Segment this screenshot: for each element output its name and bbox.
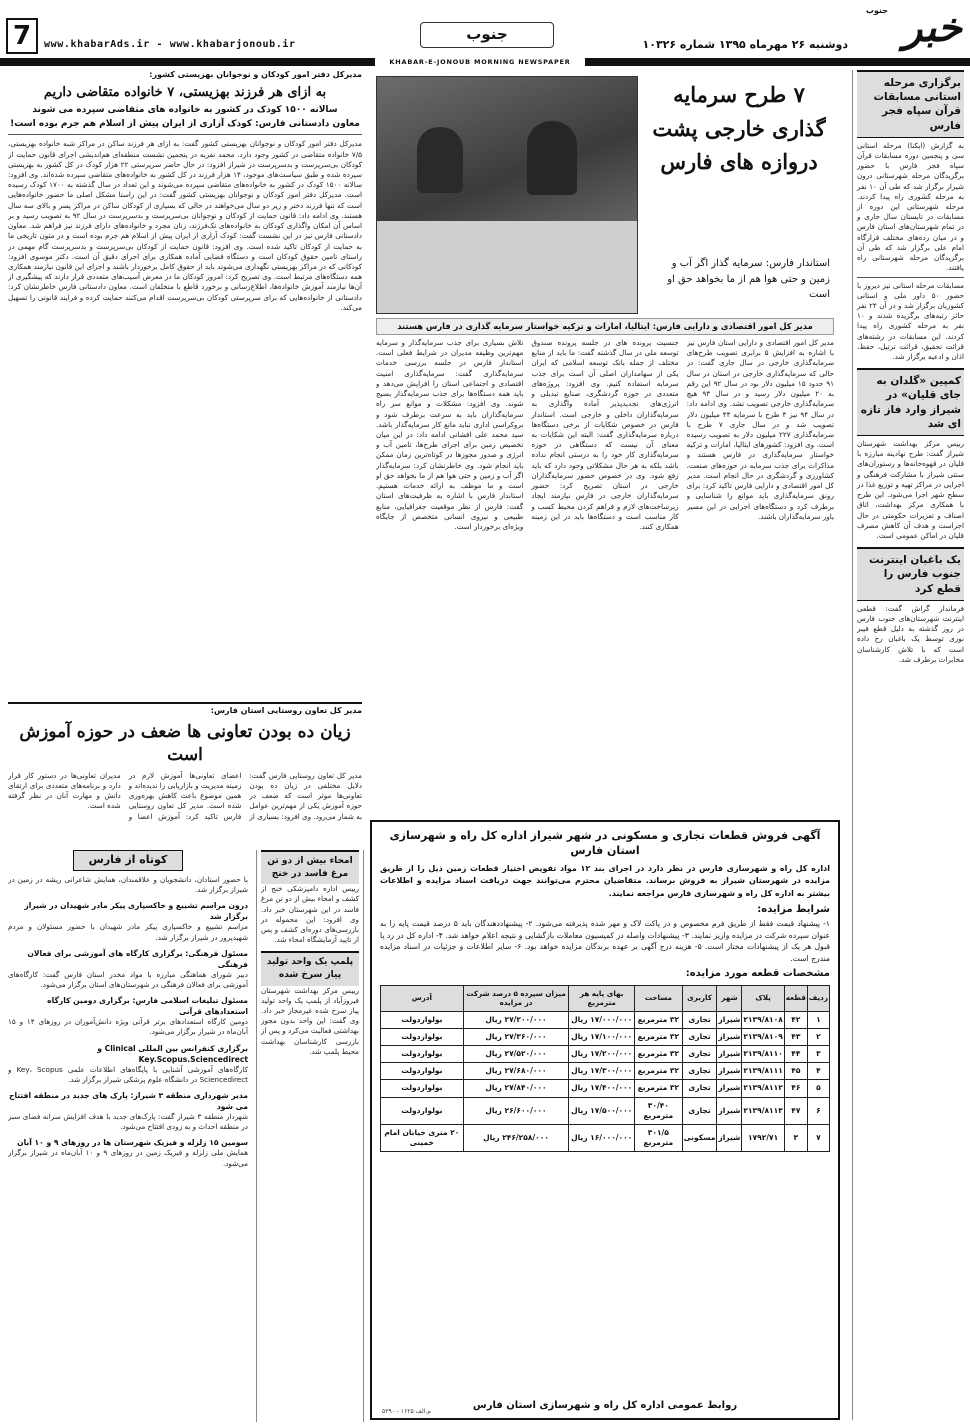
table-cell: تجاری [682, 1080, 717, 1097]
table-cell: شیراز [717, 1046, 742, 1063]
table-cell: بولواردولت [381, 1097, 464, 1124]
table-cell: ۴۲ [784, 1011, 807, 1028]
table-cell: مسکونی [682, 1124, 717, 1151]
person-silhouette [527, 121, 577, 195]
table-cell: تجاری [682, 1029, 717, 1046]
brief-item[interactable] [8, 1090, 248, 1132]
meeting-table [377, 221, 637, 313]
table-cell: ۳ [784, 1124, 807, 1151]
brief-headline: مدیر شهرداری منطقه ۳ شیراز: پارک های جدید در منطقه افتتاح می شود [8, 1091, 248, 1112]
table-cell: تجاری [682, 1097, 717, 1124]
right-news-column [852, 70, 964, 1420]
quran-contest-headline[interactable]: برگزاری مرحله استانی مسابقات قرآن سپاه فجر فارس [857, 70, 964, 138]
divider [8, 134, 362, 135]
table-cell: ۳۲ مترمربع [635, 1063, 683, 1080]
table-row [381, 1046, 830, 1063]
table-cell: ۲۴۶/۲۵۸/۰۰۰ ریال [463, 1124, 569, 1151]
table-cell: ۱۷/۱۰۰/۰۰۰ ریال [569, 1029, 635, 1046]
spoiled-chicken-headline[interactable]: امحاء بیش از دو تن مرغ فاسد در خنج [261, 850, 359, 884]
table-cell: ۱۷/۳۰۰/۰۰۰ ریال [569, 1063, 635, 1080]
brief-headline: درون مراسم تشییع و خاکسپاری پیکر مادر شهیدان در شیراز برگزار شد [24, 901, 248, 922]
cooperatives-title[interactable]: زیان ده بودن تعاونی ها ضعف در حوزه آموزش است [19, 721, 351, 765]
logo-subtext: جنوب [865, 6, 888, 15]
table-cell: ۴ [807, 1063, 829, 1080]
lots-table [380, 985, 830, 1153]
table-cell: ۴۶ [784, 1080, 807, 1097]
table-cell: بولواردولت [381, 1046, 464, 1063]
table-cell: تجاری [682, 1063, 717, 1080]
table-row [381, 1029, 830, 1046]
briefs-title: کوتاه از فارس [73, 850, 183, 871]
feature-title-box [644, 78, 834, 244]
land-sale-advertisement [370, 820, 840, 1420]
masthead [0, 0, 970, 64]
lots-column-header: ردیف [807, 985, 829, 1011]
ad-footer: روابط عمومی اداره کل راه و شهرسازی استان فارس [472, 1399, 738, 1411]
lots-column-header: آدرس [381, 985, 464, 1011]
table-cell: بولواردولت [381, 1029, 464, 1046]
table-cell: ۲۱۳۹/۸۱۱۱ [742, 1063, 784, 1080]
table-cell: شیراز [717, 1124, 742, 1151]
newspaper-logo[interactable] [852, 4, 962, 56]
lots-column-header: میزان سپرده ۵ درصد شرکت در مزایده [463, 985, 569, 1011]
table-cell: ۴۳ [784, 1029, 807, 1046]
brief-text: با حضور استادان، دانشجویان و علاقمندان، همایش شاعرانی ریشه در زمین در شیراز برگزار شد. [8, 874, 248, 895]
table-cell: ۲۷/۵۲۰/۰۰۰ ریال [463, 1046, 569, 1063]
spoiled-chicken-text: رییس اداره دامپزشکی خنج از کشف و امحاء بیش از دو تن مرغ فاسد در این شهرستان خبر داد. وی افزود: این محموله در بازرسی‌های دوره‌ای کشف و پس از تایید آزمایشگاه امحاء شد. [261, 884, 359, 945]
person-silhouette [417, 127, 463, 193]
hookah-campaign-text: رییس مرکز بهداشت شهرستان شیراز گفت: طرح نهادینه مبارزه با قلیان در قهوه‌خانه‌ها و رستوران‌های سنتی شیراز با مشارکت فرهنگی و اجرایی در مراکز تهیه و توزیع غذا در سطح شهر اجرا می‌شود. این طرح با همکاری مرکز بهداشت، اتاق اصناف و تعزیرات حکومتی در حال اجراست و هدف آن کاهش مصرف قلیان در اماکن عمومی است. [857, 438, 964, 540]
internet-outage-text: فرماندار گراش گفت: قطعی اینترنت شهرستان‌های جنوب فارس در روز گذشته به دلیل قطع فیبر نوری توسط یک باغبان رخ داده است که با تلاش کارشناسان مخابرات برطرف شد. [857, 603, 964, 664]
table-cell: شیراز [717, 1029, 742, 1046]
table-cell: تجاری [682, 1046, 717, 1063]
table-cell: شیراز [717, 1011, 742, 1028]
table-cell: بولواردولت [381, 1063, 464, 1080]
table-cell: ۲ [807, 1029, 829, 1046]
brief-text: شهردار منطقه ۳ شیراز گفت: پارک‌های جدید با هدف افزایش سرانه فضای سبز در منطقه احداث و به زودی افتتاح می‌شود. [8, 1112, 248, 1132]
quran-contest-text-2: مسابقات مرحله استانی نیز دیروز با حضور ۵۰ داور ملی و استانی کشوریان برگزار شد و در آن ۲۴ نفر حائز رتبه‌های برگزیده شدند و ۱۰ نفر به مرحله کشوری راه پیدا کردند. این مسابقات در رشته‌های قرائت تحقیق، قرائت ترتیل، حفظ، اذان و ادعیه برگزار شد. [857, 280, 964, 362]
briefs-section [8, 850, 248, 1422]
ad-title[interactable]: آگهی فروش قطعات تجاری و مسکونی در شهر شیراز اداره کل راه و شهرسازی استان فارس [389, 829, 821, 858]
table-cell: شیراز [717, 1097, 742, 1124]
cooperatives-article [8, 702, 362, 842]
divider [857, 277, 964, 278]
table-cell: ۳۲ مترمربع [635, 1011, 683, 1028]
table-cell: ۳۰/۴۰ مترمربع [635, 1097, 683, 1124]
table-cell: ۱۷/۵۰۰/۰۰۰ ریال [569, 1097, 635, 1124]
adoption-kicker: مدیرکل دفتر امور کودکان و نوجوانان بهزیستی کشور: [149, 70, 362, 79]
feature-col-2: جنسیت پرونده های در جلسه پرونده صندوق توسعه ملی در سال گذشته گفت: ما باید از منابع مختلف از جمله بانک توسعه اسلامی که ایران یکی از سهامداران اصلی آن است برای جذب سرمایه استفاده کنیم. وی افزود: پروژه‌های متعددی در حوزه گردشگری، صنایع تبدیلی و انرژی‌های تجدیدپذیر آماده واگذاری به سرمایه‌گذاران داخلی و خارجی است. استاندار فارس در خصوص شکایات از برخی دستگاه‌ها درباره سرمایه‌گذاری گفت: البته این شکایات به معنای آن نیست که دستگاهی در حوزه سرمایه‌گذاری کار خود را به درستی انجام نداده باشد بلکه به هر حال مشکلاتی وجود دارد که باید رفع شود. وی در خصوص حضور سرمایه‌گذاران خارجی در استان تصریح کرد: حضور سرمایه‌گذاران خارجی در فارس نیازمند ایجاد زیرساخت‌های لازم و فراهم کردن محیط کسب و کار مناسب است و دستگاه‌ها باید در این زمینه همکاری کنند. [531, 338, 679, 531]
table-row [381, 1011, 830, 1028]
quran-contest-text-1: به گزارش (ایکنا) مرحله استانی سی و پنجمین دوره مسابقات قرآن سپاه فجر فارس با حضور برگزیدگان مرحله شهرستانی درون شیراز برگزار شد که طی آن ۱۰ نفر به مرحله کشوری راه پیدا کردند. مرحله شهرستانی این دوره از مسابقات در تابستان سال جاری و در تمام شهرستان‌های استان فارس و در میان رده‌های مختلف قرارگاه امام علی برگزار شد که طی آن برگزیدگان مرحله شهرستانی راه یافتند. [857, 140, 964, 273]
table-cell: ۴۷ [784, 1097, 807, 1124]
lots-column-header: مساحت [635, 985, 683, 1011]
brief-item[interactable] [8, 995, 248, 1037]
table-cell: ۶ [807, 1097, 829, 1124]
brief-item[interactable] [8, 875, 248, 895]
cooperatives-kicker: مدیر کل تعاون روستایی استان فارس: [210, 706, 362, 715]
fried-onion-headline[interactable]: پلمپ یک واحد تولید پیاز سرخ شده [261, 951, 359, 985]
brief-headline: مسئول تبلیغات اسلامی فارس: برگزاری دومین کارگاه استعدادهای قرآنی [47, 996, 248, 1017]
lots-column-header: پلاک [742, 985, 784, 1011]
ad-table-heading: مشخصات قطعه مورد مزایده: [685, 968, 830, 980]
table-cell: ۷ [807, 1124, 829, 1151]
middle-news-column [256, 850, 364, 1422]
ad-conditions-heading: شرایط مزایده: [757, 903, 830, 915]
adoption-body: مدیرکل دفتر امور کودکان و نوجوانان بهزیستی کشور گفت: به ازای هر فرزند ساکن در مراکز شبه خانواده بهزیستی، ۷/۵ خانواده متقاضی در کشور وجود دارد. محمد نفریه در پنجمین نشست منطقه‌ای هم‌اندیشی اجرای قانون حمایت از کودکان بی‌سرپرست و بدسرپرست در شیراز افزود: در حال حاضر سرپرستی ۲۲ هزار کودک در کل کشور به بهزیستی سپرده شده و طبق سیاست‌های موجود، ۱۴ هزار فرزند در کل کشور به خانواده‌های متقاضی سپرده شده‌اند. وی افزود: سالانه ۱۵۰۰ کودک در کشور به خانواده‌های متقاضی سپرده می‌شوند و این تعداد در سال گذشته به ۱۷۰۰ کودک رسیده است. مدیرکل دفتر امور کودکان و نوجوانان بهزیستی کشور گفت: در این راستا مشکل اصلی ما حضور خانواده‌هایی است که تنها فرزند دختر و زیر دو سال می‌خواهند در حالی که بسیاری از کودکان ساکن در مراکز پسر و بالای سه سال هستند. وی ادامه داد: قانون حمایت از کودکان و نوجوانان بی‌سرپرست و بدسرپرست در سال ۹۲ به تصویب رسید و بر اساس آن امکان واگذاری کودکان به خانواده‌های تک‌فرزند، زنان مجرد و خانواده‌های دارای فرزند نیز فراهم شد. معاون دادستانی فارس نیز در این نشست گفت: کودک آزاری از ایران پیش از اسلام هم جرم بوده است و در متون تاریخی ما به حمایت از کودکان تاکید شده است. وی افزود: قانون حمایت از کودکان بی‌سرپرست و بدسرپرست گام مهمی در راستای تامین حقوق کودکان است و دستگاه قضایی آماده همکاری برای اجرای دقیق آن است. دکتر موسوی افزود: کودکانی که در مراکز بهزیستی نگهداری می‌شوند باید از حقوق کامل برخوردار باشند و اجرای این قانون نیازمند همکاری همه دستگاه‌های مرتبط است. وی تصریح کرد: امروز کودکان ما در معرض آسیب‌های متعددی قرار دارند که پیشگیری از آن‌ها نیازمند آموزش خانواده‌ها، اطلاع‌رسانی و برخورد قاطع با متخلفان است. معاون دادستانی فارس خاطرنشان کرد: دادستانی از خانواده‌هایی که برای سرپرستی کودکان بی‌سرپرست اقدام می‌کنند حمایت کرده و فرایند قانونی را تسهیل می‌کند. [8, 139, 362, 312]
brief-text: مراسم تشییع و خاکسپاری پیکر مادر شهیدان با حضور مسئولان و مردم شهیدپرور در شیراز برگزار شد. [8, 922, 248, 942]
table-row [381, 1124, 830, 1151]
brief-headline: برگزاری کنفرانس بین المللی Clinical و Key.Scopus.Sciencedirect [97, 1043, 248, 1064]
section-label: جنوب [420, 22, 554, 48]
adoption-title[interactable]: به ازای هر فرزند بهزیستی، ۷ خانواده متقاضی داریم [43, 84, 327, 100]
table-cell: ۱۷۹۲/۷۱ [742, 1124, 784, 1151]
brief-text: دومین کارگاه استعدادهای برتر قرآنی ویژه دانش‌آموزان در روزهای ۱۴ و ۱۵ آبان‌ماه در شیراز برگزار می‌شود. [8, 1017, 248, 1037]
lots-column-header: کاربری [682, 985, 717, 1011]
table-cell: ۳۲ مترمربع [635, 1029, 683, 1046]
table-cell: ۱۷/۰۰۰/۰۰۰ ریال [569, 1011, 635, 1028]
table-cell: ۲۱۳۹/۸۱۰۹ [742, 1029, 784, 1046]
brief-headline: مسئول فرهنگی: برگزاری کارگاه های آموزشی برای فعالان فرهنگی [27, 948, 248, 969]
table-cell: بولواردولت [381, 1011, 464, 1028]
photo-caption: مدیر کل امور اقتصادی و دارایی فارس: ایتالیا، امارات و ترکیه خواستار سرمایه گذاری در فارس هستند [376, 318, 834, 335]
table-cell: ۳ [807, 1046, 829, 1063]
ad-intro: اداره کل راه و شهرسازی فارس در نظر دارد در اجرای بند ۱۲ مواد تفویض اختیار قطعات زمین ذیل را از طریق مزایده در شهرستان شیراز به فروش برساند. متقاضیان محترم می‌توانند جهت دریافت اسناد مزایده و اطلاعات بیشتر به اداره کل راه و شهرسازی فارس مراجعه نمایند. [380, 863, 830, 898]
table-cell: ۴۵ [784, 1063, 807, 1080]
table-row [381, 1097, 830, 1124]
table-cell: ۵ [807, 1080, 829, 1097]
table-cell: شیراز [717, 1063, 742, 1080]
lots-column-header: بهای پایه هر مترمربع [569, 985, 635, 1011]
meeting-photo [376, 76, 638, 314]
cooperatives-body: مدیر کل تعاون روستایی فارس گفت: دلایل مختلفی در زیان ده بودن تعاونی‌ها موثر است که ضعف در حوزه آموزش یکی از مهم‌ترین عوامل به شمار می‌رود. وی افزود: بسیاری از اعضای تعاونی‌ها آموزش لازم در زمینه مدیریت و بازاریابی را ندیده‌اند و همین موضوع باعث کاهش بهره‌وری شده است. مدیر کل تعاون روستایی فارس تاکید کرد: آموزش اعضا و مدیران تعاونی‌ها در دستور کار قرار دارد و برنامه‌های متعددی برای ارتقای دانش و مهارت آنان در نظر گرفته شده است. [8, 770, 362, 821]
adoption-article [8, 70, 362, 690]
table-cell: ۳۲ مترمربع [635, 1080, 683, 1097]
feature-text-columns [376, 338, 834, 574]
table-cell: ۲۶/۶۰۰/۰۰۰ ریال [463, 1097, 569, 1124]
site-urls[interactable]: www.khabarAds.ir - www.khabarjonoub.ir [44, 39, 296, 50]
page-number: 7 [6, 18, 38, 54]
logo-text: خبر [903, 4, 962, 51]
adoption-lead-2: معاون دادستانی فارس: کودک آزاری از ایران پیش از اسلام هم جرم بوده است! [10, 118, 360, 129]
table-cell: ۲۰ متری خیابان امام خمینی [381, 1124, 464, 1151]
brief-text: همایش ملی زلزله و فیزیک زمین در روزهای ۹ و ۱۰ آبان‌ماه در شیراز برگزار می‌شود. [8, 1148, 248, 1168]
brief-item[interactable] [8, 900, 248, 942]
feature-article [370, 70, 840, 576]
table-cell: شیراز [717, 1080, 742, 1097]
table-row [381, 1063, 830, 1080]
table-cell: تجاری [682, 1011, 717, 1028]
brief-text: دبیر شورای هماهنگی مبارزه با مواد مخدر استان فارس گفت: کارگاه‌های آموزشی برای فعالان فرهنگی در شهرستان‌های استان برگزار می‌شود. [8, 969, 248, 989]
feature-subtitle: استاندار فارس: سرمایه گذار اگر آب و زمین و حتی هوا هم از ما بخواهد حق او است [667, 258, 830, 300]
ad-conditions: ۱- پیشنهاد قیمت فقط از طریق فرم مخصوص و در پاکت لاک و مهر شده پذیرفته می‌شود. ۲- پیشنهاددهندگان باید ۵ درصد قیمت پایه را به عنوان سپرده شرکت در مزایده واریز نمایند. ۳- پیشنهادات واصله در کمیسیون معاملات بازگشایی و نتیجه اعلام خواهد شد. ۴- اداره کل در رد یا قبول هر یک از پیشنهادات مختار است. ۵- هزینه درج آگهی بر عهده برندگان مزایده خواهد بود. ۶- سایر اطلاعات و جزئیات در اسناد مزایده مندرج است. [380, 919, 831, 963]
fried-onion-text: رییس مرکز بهداشت شهرستان فیروزآباد از پلمپ یک واحد تولید پیاز سرخ شده غیرمجاز خبر داد. وی گفت: این واحد بدون مجوز بهداشتی فعالیت می‌کرد و پس از بازرسی کارشناسان بهداشت محیط پلمپ شد. [261, 985, 359, 1056]
table-cell: ۲۷/۳۶۰/۰۰۰ ریال [463, 1029, 569, 1046]
adoption-lead-1: سالانه ۱۵۰۰ کودک در کشور به خانواده های متقاضی سپرده می شوند [32, 105, 338, 116]
table-cell: ۴۴ [784, 1046, 807, 1063]
hookah-campaign-headline[interactable]: کمپین «گلدان به جای قلیان» در شیراز وارد فاز تازه ای شد [857, 368, 964, 436]
table-cell: ۳۲ مترمربع [635, 1046, 683, 1063]
brief-headline: سومین ۱۵ زلزله و فیزیک شهرستان ها در روزهای ۹ و ۱۰ آبان [17, 1138, 248, 1148]
table-cell: ۱۷/۴۰۰/۰۰۰ ریال [569, 1080, 635, 1097]
brief-item[interactable] [8, 948, 248, 990]
lots-table-header [381, 985, 830, 1011]
table-cell: ۲۱۳۹/۸۱۰۸ [742, 1011, 784, 1028]
table-cell: ۲۷/۶۸۰/۰۰۰ ریال [463, 1063, 569, 1080]
feature-col-3: مدیر کل امور اقتصادی و دارایی استان فارس نیز با اشاره به افزایش ۵ برابری تصویب طرح‌های سرمایه‌گذاری خارجی در سال جاری گفت: در حالی که سرمایه‌گذاری خارجی در استان در سال ۹۱ حدود ۱۵ میلیون دلار بود در سال ۹۲ این رقم به ۲۰ میلیون دلار رسید و در سال ۹۳ هیچ سرمایه‌گذاری خارجی تصویب نشد. وی ادامه داد: در سال ۹۴ نیز ۴ طرح با سرمایه ۴۴ میلیون دلار تصویب شد و در سال جاری ۷ طرح با سرمایه‌گذاری ۲۲۷ میلیون دلار به تصویب رسیده است. وی افزود: کشورهای ایتالیا، امارات و ترکیه خواستار سرمایه‌گذاری در فارس هستند و مذاکرات برای جذب سرمایه در حوزه‌های صنعت، کشاورزی و گردشگری در حال انجام است. مدیر کل امور اقتصادی و دارایی فارس تاکید کرد: برای رونق سرمایه‌گذاری باید موانع را شناسایی و برطرف کرد و دستگاه‌های اجرایی در این مسیر یاور سرمایه‌گذاران باشند. [686, 338, 834, 521]
table-cell: بولواردولت [381, 1080, 464, 1097]
table-cell: ۲۱۳۹/۸۱۱۳ [742, 1097, 784, 1124]
feature-title[interactable]: ۷ طرح سرمایه گذاری خارجی پشت دروازه های فارس [652, 82, 826, 175]
brief-item[interactable] [8, 1043, 248, 1085]
issue-date: دوشنبه ۲۶ مهرماه ۱۳۹۵ شماره ۱۰۳۲۶ [642, 38, 848, 51]
internet-outage-headline[interactable]: یک باغبان اینترنت جنوب فارس را قطع کرد [857, 547, 964, 601]
table-cell: ۲۷/۸۴۰/۰۰۰ ریال [463, 1080, 569, 1097]
ad-code: م.الف ۱۶۲۵ - ۵۳۹۰ [382, 1407, 432, 1415]
feature-col-1: تلاش بسیاری برای جذب سرمایه‌گذار و سرمایه مهم‌ترین وظیفه مدیران در شرایط فعلی است. استاندار فارس در جلسه بررسی خدمات سرمایه‌گذاری گفت: سرمایه‌گذاری امنیت اقتصادی و اجتماعی استان را افزایش می‌دهد و باید همه دستگاه‌ها برای جذب سرمایه‌گذار بسیج شوند. وی افزود: مشکلات و موانع سر راه سرمایه‌گذاران باید به سرعت برطرف شود و بروکراسی اداری نباید مانع کار سرمایه‌گذار باشد. سید محمد علی افشانی ادامه داد: در این میان تخصیص زمین برای اجرای طرح‌ها، تامین آب و انرژی و صدور مجوزها در کوتاه‌ترین زمان ممکن باید انجام شود. وی خاطرنشان کرد: سرمایه‌گذار اگر آب و زمین و حتی هوا هم از ما بخواهد حق او است و ما موظف به ارائه خدمات هستیم. استاندار فارس با اشاره به ظرفیت‌های استان گفت: فارس از نظر موقعیت جغرافیایی، منابع طبیعی و نیروی انسانی متخصص از جایگاه ویژه‌ای برخوردار است. [376, 338, 524, 531]
table-cell: ۲۷/۲۰۰/۰۰۰ ریال [463, 1011, 569, 1028]
lots-column-header: قطعه [784, 985, 807, 1011]
table-cell: ۲۱۳۹/۸۱۱۰ [742, 1046, 784, 1063]
table-row [381, 1080, 830, 1097]
brief-text: کارگاه‌های آموزشی آشنایی با پایگاه‌های اطلاعات علمی Key، Scopus و Sciencedirect در دانشگاه علوم پزشکی شیراز برگزار شد. [8, 1064, 248, 1084]
lots-column-header: شهر [717, 985, 742, 1011]
brief-item[interactable] [8, 1137, 248, 1168]
table-cell: ۱۶/۰۰۰/۰۰۰ ریال [569, 1124, 635, 1151]
morning-label: KHABAR-E-JONOUB MORNING NEWSPAPER [375, 56, 585, 68]
table-cell: ۱۷/۲۰۰/۰۰۰ ریال [569, 1046, 635, 1063]
table-cell: ۳۰۱/۵ مترمربع [635, 1124, 683, 1151]
table-cell: ۲۱۳۹/۸۱۱۲ [742, 1080, 784, 1097]
table-cell: ۱ [807, 1011, 829, 1028]
